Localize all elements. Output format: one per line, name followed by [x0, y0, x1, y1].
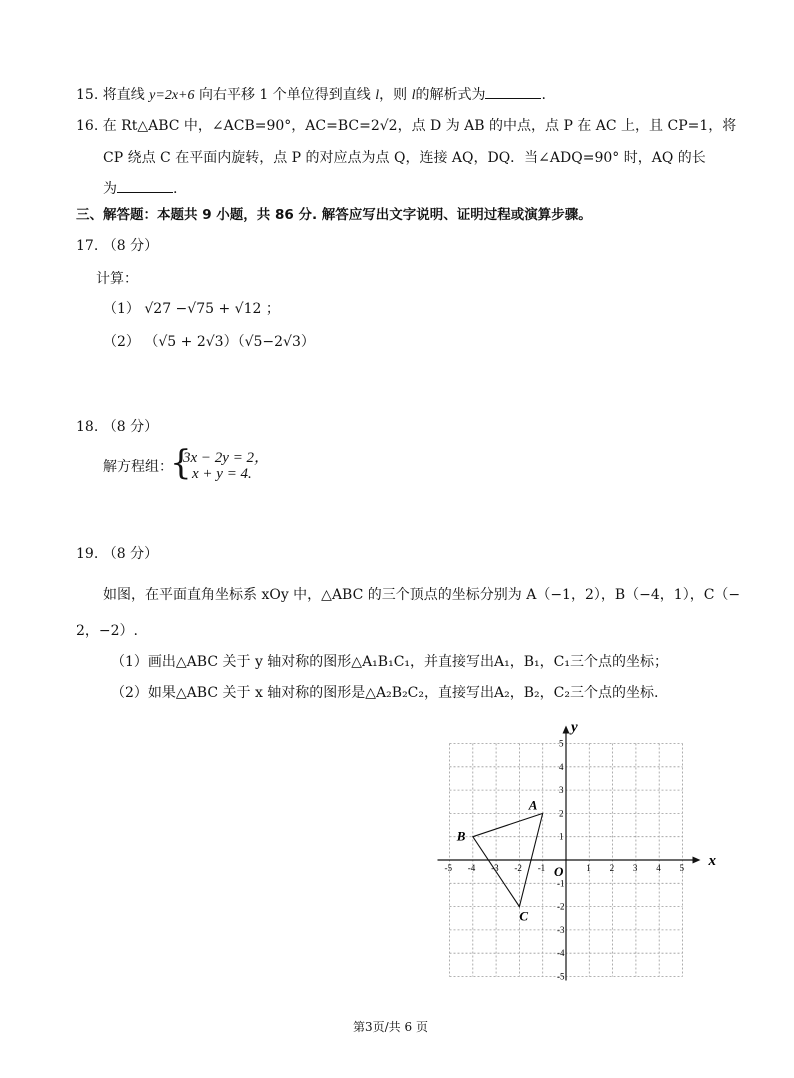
q18-prompt: 解方程组： [103, 459, 173, 475]
x-tick-label: -2 [514, 863, 522, 873]
x-axis-arrow [693, 857, 701, 864]
q19-part2: （2）如果△ABC 关于 x 轴对称的图形是△A₂B₂C₂，直接写出A₂，B₂，C₂三个点的坐标. [111, 685, 659, 701]
q15-text-b: 向右平移 1 个单位得到直线 [198, 87, 371, 103]
q19-number: 19. [76, 546, 99, 562]
q15-text-d: 的解析式为 [415, 87, 486, 103]
y-tick-label: -1 [557, 878, 565, 889]
origin-label: O [554, 864, 564, 879]
y-tick-label: 5 [559, 738, 564, 749]
q18-score: （8 分） [102, 419, 159, 435]
x-tick-label: -3 [491, 863, 499, 873]
coordinate-grid-figure [430, 715, 730, 985]
y-tick-label: -2 [557, 901, 565, 912]
q16-line2 [103, 147, 706, 167]
section3-heading: 三、解答题：本题共 9 小题，共 86 分. 解答应写出文字说明、证明过程或演算步骤。 [76, 207, 592, 223]
y-tick-label: 3 [559, 785, 564, 796]
q17-part2-expr: （√5 + 2√3）（√5−2√3） [144, 334, 315, 350]
q18-eq2: x + y = 4. [192, 466, 252, 482]
q16-line2-text: CP 绕点 C 在平面内旋转，点 P 的对应点为点 Q，连接 AQ，DQ．当∠ADQ=90° 时，AQ 的长 [103, 150, 706, 166]
q15-line [76, 84, 546, 104]
q16-line3-end: . [173, 181, 178, 197]
q17-prompt: 计算： [96, 271, 138, 287]
vertex-label-c: C [519, 908, 529, 924]
y-tick-label: 1 [559, 831, 564, 842]
q19-line2: 2，−2）. [76, 623, 138, 639]
page-footer: 第3页/共 6 页 [353, 1020, 428, 1034]
x-tick-label: 3 [632, 863, 638, 873]
x-tick-label: -4 [467, 863, 476, 873]
q17-header [76, 235, 158, 255]
q16-line3 [103, 178, 177, 198]
q18-eq1: 3x − 2y = 2， [183, 450, 270, 466]
q16-number: 16. [76, 118, 99, 134]
x-tick-label: 5 [679, 863, 684, 873]
q19-header [76, 543, 158, 563]
q15-text-c: ，则 [379, 87, 408, 103]
y-tick-label: 2 [559, 808, 564, 819]
x-tick-label: 1 [586, 863, 591, 873]
q19-part1: （1）画出△ABC 关于 y 轴对称的图形△A₁B₁C₁，并直接写出A₁，B₁，C₁三个点的坐标； [111, 654, 668, 670]
y-axis-label: y [571, 719, 578, 736]
q17-part2-label: （2） [103, 334, 140, 350]
y-tick-label: -3 [557, 924, 565, 935]
q17-part1-expr: √27 −√75 + √12 ； [144, 301, 280, 317]
q17-part1-label: （1） [103, 301, 140, 317]
q17-number: 17. [76, 238, 99, 254]
x-tick-label: -5 [444, 863, 452, 873]
vertex-label-b: B [456, 828, 466, 844]
q19-score: （8 分） [102, 546, 159, 562]
q16-answer-blank[interactable] [117, 180, 173, 193]
q15-end: . [541, 87, 546, 103]
q16-line1 [76, 115, 736, 135]
y-tick-label: -4 [557, 948, 565, 959]
q18-brace: { [170, 443, 192, 483]
q15-equation: y=2x+6 [149, 88, 195, 103]
q19-line1: 如图，在平面直角坐标系 xOy 中，△ABC 的三个顶点的坐标分别为 A（−1，2），B（−4，1），C（− [103, 587, 741, 603]
x-axis-label: x [708, 853, 716, 869]
y-tick-label: -5 [557, 971, 565, 982]
q15-text-a: 将直线 [102, 87, 145, 103]
y-axis-arrow [563, 726, 570, 734]
q15-answer-blank[interactable] [485, 86, 541, 99]
y-tick-label: 4 [559, 761, 564, 772]
q18-header [76, 416, 158, 436]
q15-number: 15. [76, 87, 99, 103]
q18-number: 18. [76, 419, 99, 435]
axes [438, 720, 717, 981]
q16-line3-prefix: 为 [103, 181, 117, 197]
x-tick-label: 2 [609, 863, 615, 873]
q17-part2 [103, 331, 315, 351]
x-tick-label: 4 [656, 863, 661, 873]
q17-score: （8 分） [102, 238, 159, 254]
q15-line-name-2: l [411, 88, 416, 103]
vertex-label-a: A [528, 797, 538, 813]
q17-part1 [103, 298, 280, 318]
x-tick-label: -1 [537, 863, 546, 873]
q15-line-name: l [375, 88, 380, 103]
q16-line1-text: 在 Rt△ABC 中，∠ACB=90°，AC=BC=2√2，点 D 为 AB 的中点，点 P 在 AC 上，且 CP=1，将 [102, 118, 737, 134]
